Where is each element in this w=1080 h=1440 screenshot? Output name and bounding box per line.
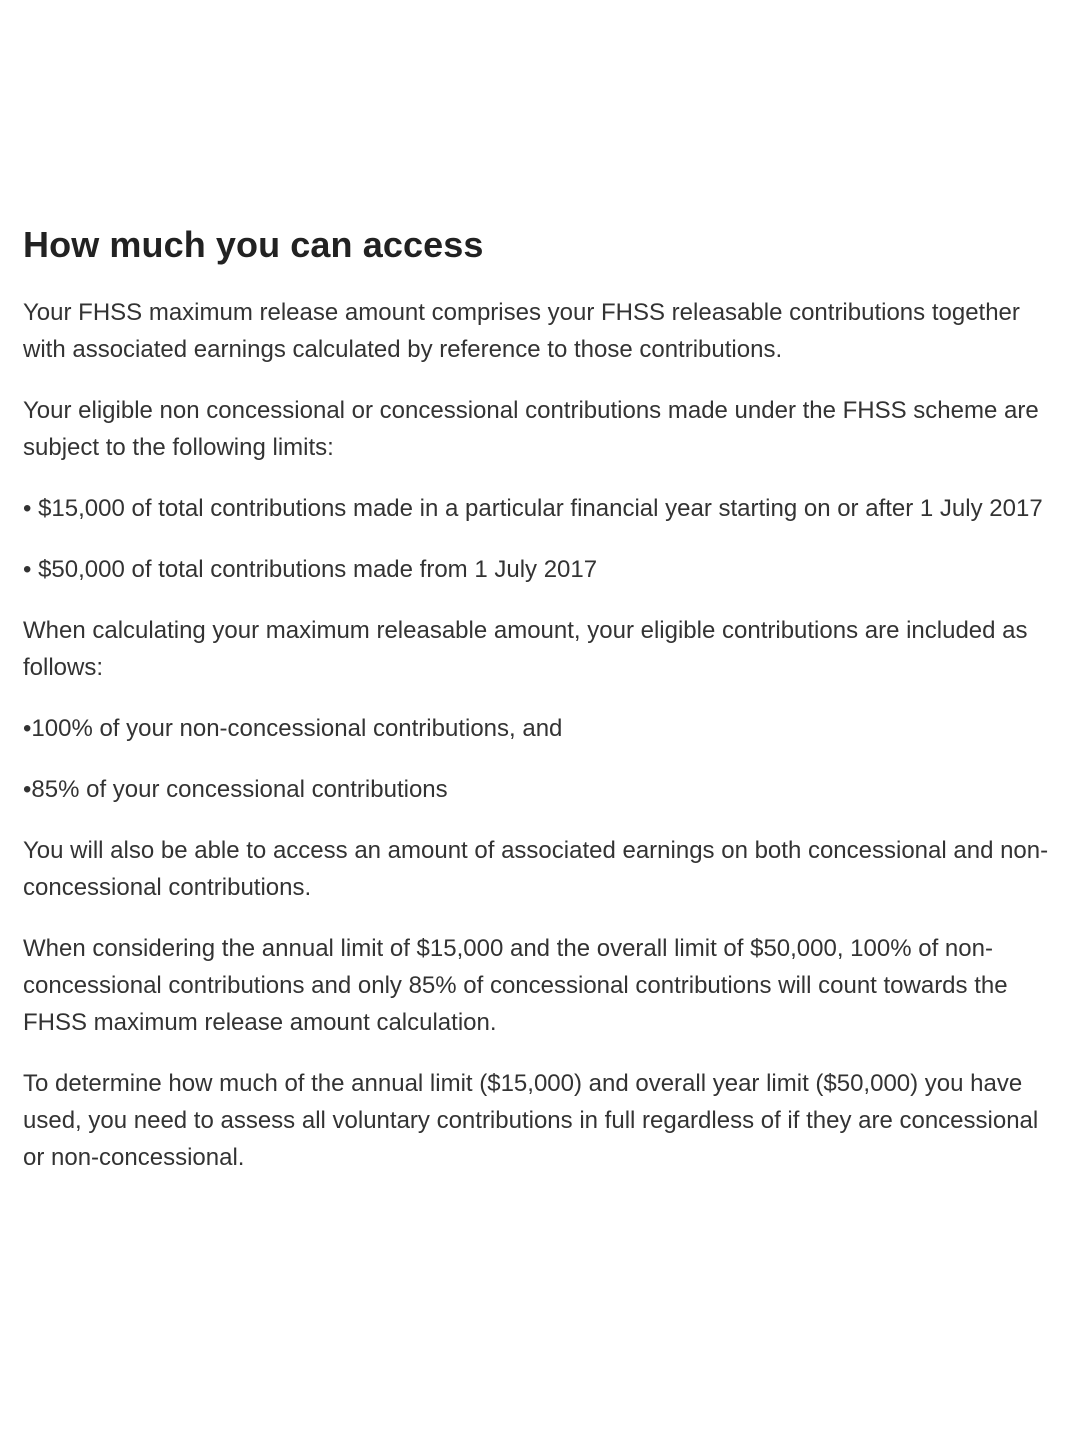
section-heading: How much you can access (23, 224, 484, 265)
calculation-intro-paragraph: When calculating your maximum releasable amount, your eligible contributions are included as follows: (23, 617, 1028, 681)
bullet-concessional: •85% of your concessional contributions (23, 776, 448, 803)
intro-paragraph: Your FHSS maximum release amount comprises your FHSS releasable contributions together with associated earnings calculated by reference to those contributions. (23, 299, 1020, 363)
bullet-non-concessional: •100% of your non-concessional contributions, and (23, 715, 563, 742)
limits-intro-paragraph: Your eligible non concessional or concessional contributions made under the FHSS scheme are subject to the following limits: (23, 397, 1039, 461)
bullet-annual-limit: • $15,000 of total contributions made in a particular financial year starting on or after 1 July 2017 (23, 495, 1043, 522)
bullet-overall-limit: • $50,000 of total contributions made from 1 July 2017 (23, 556, 598, 583)
earnings-paragraph: You will also be able to access an amount of associated earnings on both concessional and non-concessional contributions. (23, 837, 1049, 901)
assessment-paragraph: To determine how much of the annual limit ($15,000) and overall year limit ($50,000) you have used, you need to assess all voluntary contributions in full regardless of if they are concessional or non-concessional. (23, 1070, 1039, 1171)
limit-count-paragraph: When considering the annual limit of $15,000 and the overall limit of $50,000, 100% of non-concessional contributions and only 85% of concessional contributions will count towards the FHSS maximum release amount calculation. (23, 935, 1008, 1036)
